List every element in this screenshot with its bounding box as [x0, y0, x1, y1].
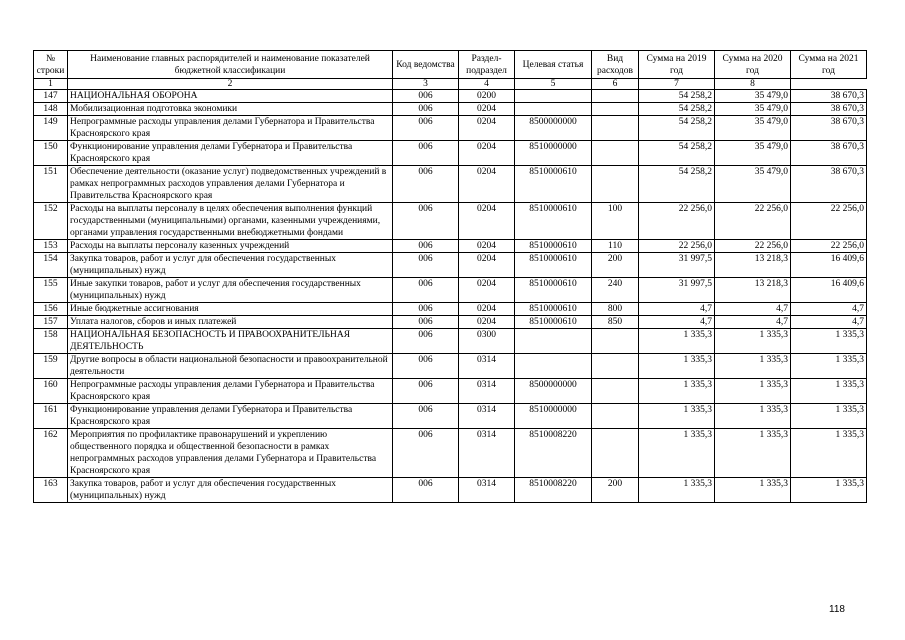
row-sum-2021: 1 335,3 [791, 478, 867, 503]
table-row [34, 329, 867, 354]
column-index: 4 [459, 79, 515, 90]
row-target-item: 8510000610 [515, 166, 592, 203]
row-target-item: 8510008220 [515, 429, 592, 478]
row-sum-2020: 4,7 [715, 316, 791, 329]
column-index: 8 [715, 79, 791, 90]
row-expense-type: 100 [592, 203, 639, 240]
header-sum-2019: Сумма на 2019 год [639, 51, 715, 79]
table-row [34, 316, 867, 329]
row-sum-2020: 1 335,3 [715, 354, 791, 379]
row-name: Иные бюджетные ассигнования [68, 303, 393, 316]
row-target-item: 8510000610 [515, 240, 592, 253]
row-target-item [515, 90, 592, 103]
row-name: Иные закупки товаров, работ и услуг для обеспечения государственных (муниципальных) нужд [68, 278, 393, 303]
row-sum-2019: 31 997,5 [639, 278, 715, 303]
row-sum-2020: 35 479,0 [715, 166, 791, 203]
row-sum-2019: 54 258,2 [639, 103, 715, 116]
table-row [34, 203, 867, 240]
header-row [34, 51, 867, 79]
row-target-item: 8510000000 [515, 141, 592, 166]
table-row [34, 141, 867, 166]
header-section: Раздел- подраздел [459, 51, 515, 79]
row-sum-2021: 16 409,6 [791, 278, 867, 303]
row-number: 150 [34, 141, 68, 166]
row-name: НАЦИОНАЛЬНАЯ БЕЗОПАСНОСТЬ И ПРАВООХРАНИТЕЛЬНАЯ ДЕЯТЕЛЬНОСТЬ [68, 329, 393, 354]
row-department-code: 006 [393, 103, 459, 116]
row-expense-type: 850 [592, 316, 639, 329]
row-target-item [515, 103, 592, 116]
row-section: 0204 [459, 240, 515, 253]
row-sum-2019: 1 335,3 [639, 404, 715, 429]
row-section: 0314 [459, 379, 515, 404]
row-section: 0204 [459, 278, 515, 303]
row-sum-2021: 38 670,3 [791, 116, 867, 141]
row-expense-type: 800 [592, 303, 639, 316]
row-sum-2020: 1 335,3 [715, 329, 791, 354]
row-section: 0204 [459, 316, 515, 329]
row-expense-type: 240 [592, 278, 639, 303]
row-name: Функционирование управления делами Губернатора и Правительства Красноярского края [68, 141, 393, 166]
row-expense-type [592, 329, 639, 354]
row-sum-2020: 35 479,0 [715, 90, 791, 103]
row-sum-2019: 54 258,2 [639, 116, 715, 141]
row-sum-2020: 1 335,3 [715, 379, 791, 404]
header-sum-2021: Сумма на 2021 год [791, 51, 867, 79]
row-department-code: 006 [393, 116, 459, 141]
row-target-item: 8510000610 [515, 253, 592, 278]
row-section: 0314 [459, 478, 515, 503]
row-target-item: 8510000610 [515, 278, 592, 303]
row-expense-type [592, 90, 639, 103]
table-row [34, 116, 867, 141]
row-sum-2019: 1 335,3 [639, 354, 715, 379]
row-sum-2021: 38 670,3 [791, 103, 867, 116]
row-name: Функционирование управления делами Губернатора и Правительства Красноярского края [68, 404, 393, 429]
row-sum-2021: 38 670,3 [791, 166, 867, 203]
row-expense-type [592, 379, 639, 404]
row-sum-2020: 1 335,3 [715, 478, 791, 503]
row-section: 0314 [459, 404, 515, 429]
table-row [34, 429, 867, 478]
row-department-code: 006 [393, 278, 459, 303]
row-sum-2019: 54 258,2 [639, 166, 715, 203]
table-row [34, 253, 867, 278]
row-name: Закупка товаров, работ и услуг для обеспечения государственных (муниципальных) нужд [68, 253, 393, 278]
row-name: Непрограммные расходы управления делами Губернатора и Правительства Красноярского края [68, 116, 393, 141]
row-target-item: 8500000000 [515, 116, 592, 141]
table-row [34, 240, 867, 253]
row-sum-2020: 35 479,0 [715, 103, 791, 116]
table-body [34, 90, 867, 503]
row-sum-2019: 31 997,5 [639, 253, 715, 278]
row-department-code: 006 [393, 329, 459, 354]
row-sum-2019: 54 258,2 [639, 141, 715, 166]
row-department-code: 006 [393, 404, 459, 429]
row-sum-2019: 4,7 [639, 316, 715, 329]
header-row-number: № строки [34, 51, 68, 79]
page-number: 118 [829, 604, 845, 615]
row-target-item: 8500000000 [515, 379, 592, 404]
row-section: 0204 [459, 303, 515, 316]
row-name: Мобилизационная подготовка экономики [68, 103, 393, 116]
row-sum-2020: 4,7 [715, 303, 791, 316]
row-department-code: 006 [393, 303, 459, 316]
column-index-row [34, 79, 867, 90]
row-section: 0300 [459, 329, 515, 354]
row-sum-2021: 4,7 [791, 303, 867, 316]
header-target-item: Целевая статья [515, 51, 592, 79]
row-department-code: 006 [393, 316, 459, 329]
row-expense-type: 110 [592, 240, 639, 253]
row-number: 156 [34, 303, 68, 316]
row-target-item: 8510000610 [515, 303, 592, 316]
row-section: 0204 [459, 253, 515, 278]
row-sum-2019: 1 335,3 [639, 429, 715, 478]
row-name: Обеспечение деятельности (оказание услуг) подведомственных учреждений в рамках непрограммных расходов управления делами Губернатора и Правительства Красноярского края [68, 166, 393, 203]
row-sum-2019: 22 256,0 [639, 203, 715, 240]
row-number: 158 [34, 329, 68, 354]
row-target-item [515, 354, 592, 379]
row-section: 0200 [459, 90, 515, 103]
row-sum-2020: 13 218,3 [715, 278, 791, 303]
row-department-code: 006 [393, 478, 459, 503]
row-sum-2020: 13 218,3 [715, 253, 791, 278]
row-sum-2021: 1 335,3 [791, 404, 867, 429]
header-name: Наименование главных распорядителей и наименование показателей бюджетной классификации [68, 51, 393, 79]
row-number: 151 [34, 166, 68, 203]
row-sum-2021: 1 335,3 [791, 329, 867, 354]
row-number: 154 [34, 253, 68, 278]
row-number: 153 [34, 240, 68, 253]
table-row [34, 166, 867, 203]
budget-table [33, 50, 867, 503]
row-section: 0204 [459, 203, 515, 240]
row-department-code: 006 [393, 141, 459, 166]
row-sum-2020: 22 256,0 [715, 240, 791, 253]
row-expense-type [592, 103, 639, 116]
table-row [34, 303, 867, 316]
row-target-item: 8510008220 [515, 478, 592, 503]
row-sum-2019: 1 335,3 [639, 329, 715, 354]
row-name: НАЦИОНАЛЬНАЯ ОБОРОНА [68, 90, 393, 103]
row-expense-type [592, 354, 639, 379]
row-name: Закупка товаров, работ и услуг для обеспечения государственных (муниципальных) нужд [68, 478, 393, 503]
row-name: Мероприятия по профилактике правонарушений и укреплению общественного порядка и общественной безопасности в рамках непрограммных расходов управления делами Губернатора и Правительства Красноярского края [68, 429, 393, 478]
row-expense-type [592, 166, 639, 203]
row-target-item [515, 329, 592, 354]
row-number: 152 [34, 203, 68, 240]
column-index: 5 [515, 79, 592, 90]
row-department-code: 006 [393, 354, 459, 379]
column-index: 6 [592, 79, 639, 90]
row-number: 157 [34, 316, 68, 329]
row-section: 0204 [459, 103, 515, 116]
row-name: Расходы на выплаты персоналу казенных учреждений [68, 240, 393, 253]
row-sum-2019: 22 256,0 [639, 240, 715, 253]
header-department-code: Код ведомства [393, 51, 459, 79]
row-section: 0204 [459, 116, 515, 141]
row-expense-type [592, 116, 639, 141]
row-sum-2021: 16 409,6 [791, 253, 867, 278]
table-row [34, 278, 867, 303]
header-expense-type: Вид расходов [592, 51, 639, 79]
row-number: 159 [34, 354, 68, 379]
row-expense-type [592, 141, 639, 166]
header-sum-2020: Сумма на 2020 год [715, 51, 791, 79]
table-row [34, 103, 867, 116]
row-department-code: 006 [393, 166, 459, 203]
row-sum-2019: 54 258,2 [639, 90, 715, 103]
row-section: 0314 [459, 354, 515, 379]
row-number: 155 [34, 278, 68, 303]
row-expense-type [592, 404, 639, 429]
row-sum-2019: 4,7 [639, 303, 715, 316]
row-sum-2021: 1 335,3 [791, 429, 867, 478]
row-sum-2021: 22 256,0 [791, 203, 867, 240]
row-department-code: 006 [393, 90, 459, 103]
row-department-code: 006 [393, 379, 459, 404]
row-sum-2021: 22 256,0 [791, 240, 867, 253]
row-target-item: 8510000000 [515, 404, 592, 429]
row-target-item: 8510000610 [515, 203, 592, 240]
column-index: 1 [34, 79, 68, 90]
row-section: 0314 [459, 429, 515, 478]
row-number: 147 [34, 90, 68, 103]
row-name: Непрограммные расходы управления делами Губернатора и Правительства Красноярского края [68, 379, 393, 404]
table-row [34, 379, 867, 404]
row-expense-type: 200 [592, 253, 639, 278]
row-sum-2019: 1 335,3 [639, 379, 715, 404]
row-department-code: 006 [393, 240, 459, 253]
row-number: 161 [34, 404, 68, 429]
row-sum-2020: 22 256,0 [715, 203, 791, 240]
row-sum-2021: 1 335,3 [791, 354, 867, 379]
row-name: Уплата налогов, сборов и иных платежей [68, 316, 393, 329]
row-target-item: 8510000610 [515, 316, 592, 329]
row-number: 162 [34, 429, 68, 478]
row-department-code: 006 [393, 203, 459, 240]
row-sum-2021: 38 670,3 [791, 141, 867, 166]
row-number: 160 [34, 379, 68, 404]
row-department-code: 006 [393, 429, 459, 478]
table-row [34, 90, 867, 103]
row-sum-2020: 35 479,0 [715, 116, 791, 141]
row-section: 0204 [459, 166, 515, 203]
row-number: 148 [34, 103, 68, 116]
row-sum-2021: 1 335,3 [791, 379, 867, 404]
column-index: 7 [639, 79, 715, 90]
row-number: 149 [34, 116, 68, 141]
table-row [34, 404, 867, 429]
row-department-code: 006 [393, 253, 459, 278]
row-expense-type: 200 [592, 478, 639, 503]
column-index: 2 [68, 79, 393, 90]
row-sum-2020: 1 335,3 [715, 404, 791, 429]
row-name: Другие вопросы в области национальной безопасности и правоохранительной деятельности [68, 354, 393, 379]
row-expense-type [592, 429, 639, 478]
row-number: 163 [34, 478, 68, 503]
row-sum-2019: 1 335,3 [639, 478, 715, 503]
row-sum-2020: 35 479,0 [715, 141, 791, 166]
row-sum-2021: 4,7 [791, 316, 867, 329]
table-row [34, 354, 867, 379]
row-sum-2021: 38 670,3 [791, 90, 867, 103]
row-section: 0204 [459, 141, 515, 166]
row-sum-2020: 1 335,3 [715, 429, 791, 478]
row-name: Расходы на выплаты персоналу в целях обеспечения выполнения функций государственными (муниципальными) органами, казенными учреждениями, органами управления государственными внебюджетными фондами [68, 203, 393, 240]
column-index: 3 [393, 79, 459, 90]
table-row [34, 478, 867, 503]
